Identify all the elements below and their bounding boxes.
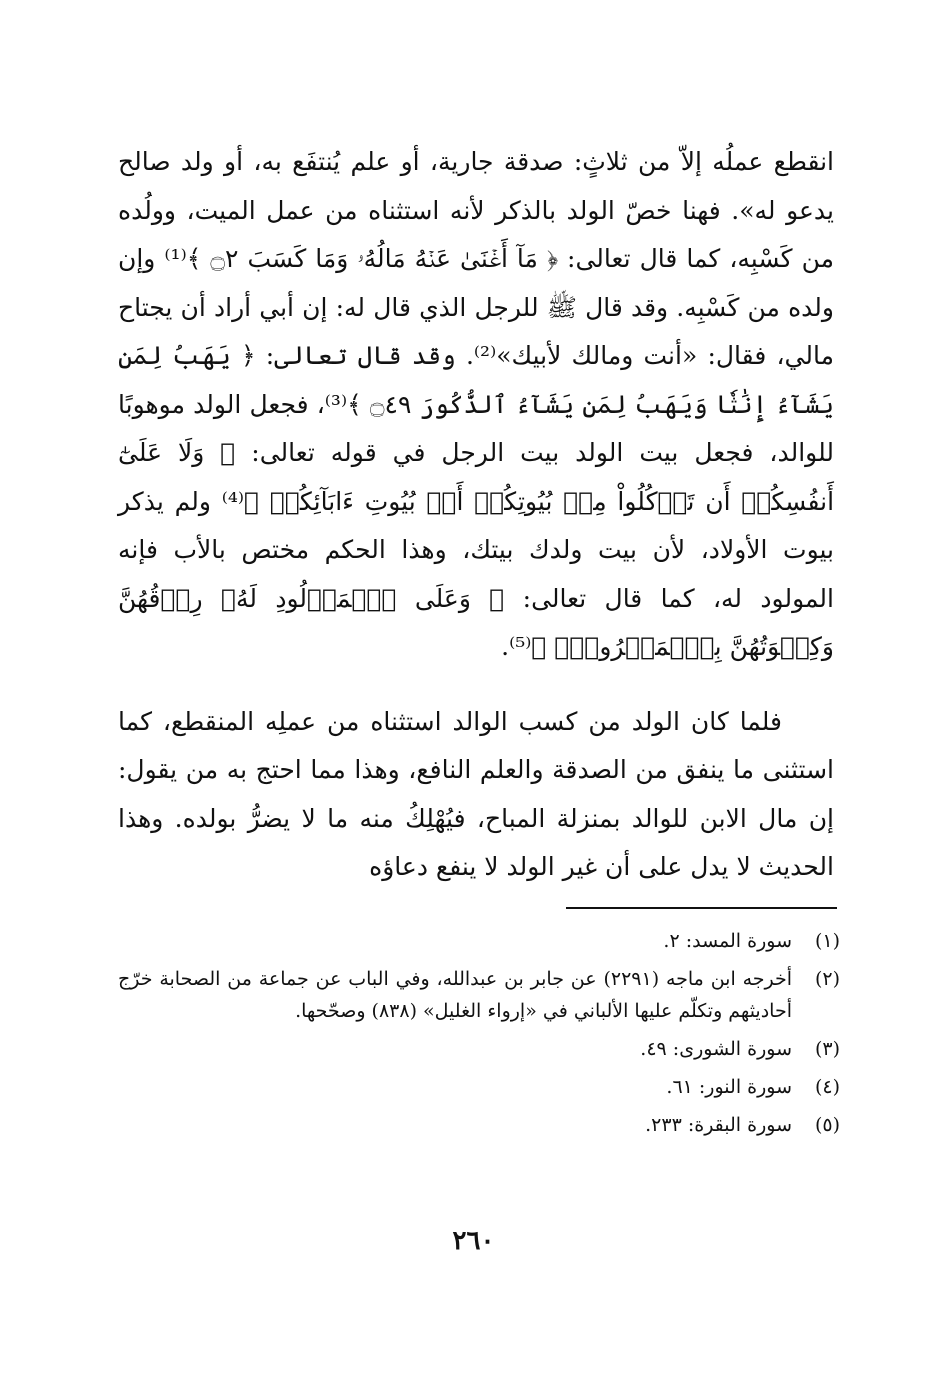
footnote-3 [118, 1033, 840, 1065]
footnote-1 [118, 925, 840, 957]
footnote-text: سورة المسد: ٢. [663, 930, 792, 952]
footnotes-section [118, 925, 840, 1147]
paragraph-1: انقطع عملُه إلاّ من ثلاثٍ: صدقة جارية، أو علم يُنتفَع به، أو ولد صالح يدعو له». فهنا خصّ الولد بالذكر لأنه استثناه من عمل الميت، وولُده من كَسْبِه، كما قال تعالى: ﴿ مَآ أَغۡنَىٰ عَنۡهُ مَالُهُۥ وَمَا كَسَبَ ۝٢ ﴾⁽¹⁾ وإن ولده من كَسْبِه. وقد قال ﷺ للرجل الذي قال له: إن أبي أراد أن يجتاح مالي، فقال: «أنت ومالك لأبيك»⁽²⁾. وقد قال تعالى: ﴿ يَهَبُ لِمَن يَشَآءُ إِنَٰثٗا وَيَهَبُ لِمَن يَشَآءُ ٱلذُّكُورَ ۝٤٩ ﴾⁽³⁾، فجعل الولد موهوبًا للوالد، فجعل بيت الولد بيت الرجل في قوله تعالى: ﴿ وَلَا عَلَىٰٓ أَنفُسِكُمۡ أَن تَأۡكُلُواْ مِنۢ بُيُوتِكُمۡ أَوۡ بُيُوتِ ءَابَآئِكُمۡ ﴾⁽⁴⁾ ولم يذكر بيوت الأولاد، لأن بيت ولدك بيتك، وهذا الحكم مختص بالأب فإنه المولود له، كما قال تعالى: ﴿ وَعَلَى ٱلۡمَوۡلُودِ لَهُۥ رِزۡقُهُنَّ وَكِسۡوَتُهُنَّ بِٱلۡمَعۡرُوفِۚ ﴾⁽⁵⁾. [118, 147, 835, 661]
footnote-number: (٢) [814, 968, 840, 990]
page-number: ٢٦٠ [452, 1226, 495, 1256]
footnote-5 [118, 1109, 840, 1141]
footnote-text: سورة النور: ٦١. [666, 1076, 792, 1098]
footnote-4 [118, 1071, 840, 1103]
footnote-number: (١) [814, 930, 840, 952]
footnote-text: أخرجه ابن ماجه (٢٢٩١) عن جابر بن عبدالله، وفي الباب عن جماعة من الصحابة خرّج أحاديثهم وتكلّم عليها الألباني في «إرواء الغليل» (٨٣٨) وصحّحها. [118, 968, 793, 1022]
footnote-number: (٣) [814, 1038, 840, 1060]
paragraph-2: فلما كان الولد من كسب الوالد استثناه من عملِه المنقطع، كما استثنى ما ينفق من الصدقة والعلم النافع، وهذا مما احتج به من يقول: إن مال الابن للوالد بمنزلة المباح، فيُهْلِكُ منه ما لا يضرُّ بولده. وهذا الحديث لا يدل على أن غير الولد لا ينفع دعاؤه [118, 706, 834, 881]
footnote-2 [118, 963, 840, 1027]
footnote-number: (٤) [814, 1076, 840, 1098]
main-text-body [118, 138, 834, 892]
footnote-separator [566, 907, 837, 909]
footnote-text: سورة البقرة: ٢٣٣. [645, 1114, 792, 1136]
footnote-text: سورة الشورى: ٤٩. [640, 1038, 792, 1060]
footnote-number: (٥) [814, 1114, 840, 1136]
